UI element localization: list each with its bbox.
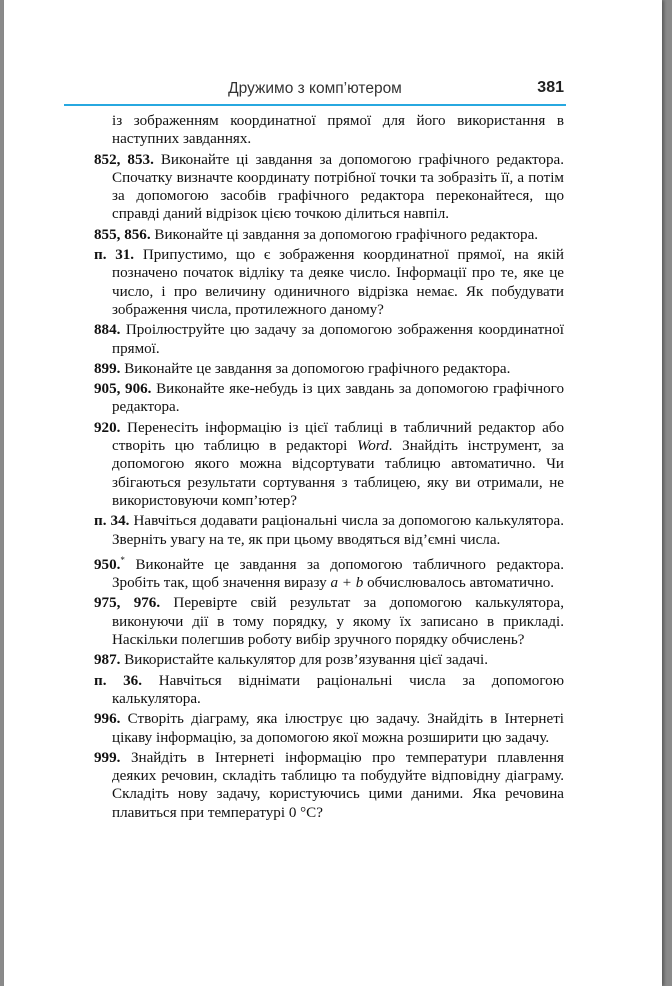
task-item-855-856 bbox=[94, 226, 564, 244]
task-ref: 899. bbox=[94, 360, 121, 377]
task-item-p34 bbox=[94, 512, 564, 549]
task-text: Виконайте ці завдання за допомогою графічного редактора. bbox=[154, 226, 539, 243]
task-ref: 855, 856. bbox=[94, 226, 151, 243]
task-text: . Знайдіть інструмент, за допомогою якого можна відсортувати таблицю автоматично. Чи збігаються результати сортування з таблицею, яку ви отримали, не використовуючи комп’ютер? bbox=[112, 438, 564, 509]
book-page bbox=[4, 0, 662, 986]
task-ref: 920. bbox=[94, 419, 121, 436]
task-text: Перенесіть інформацію із цієї таблиці в табличний редактор або створіть цю таблицю в редакторі bbox=[112, 419, 564, 455]
task-text: Виконайте яке-небудь із цих завдань за допомогою графічного редактора. bbox=[112, 381, 565, 416]
task-ref: 852, 853. bbox=[94, 151, 154, 168]
task-ref: п. 36. bbox=[94, 672, 143, 689]
task-ref: 884. bbox=[94, 322, 121, 339]
page-number: 381 bbox=[537, 79, 564, 96]
task-text: Виконайте це завдання за допомогою графічного редактора. bbox=[124, 360, 511, 377]
task-ref: 950. bbox=[94, 556, 121, 573]
task-ref: 975, 976. bbox=[94, 595, 161, 612]
running-title: Дружимо з комп’ютером bbox=[228, 80, 402, 97]
task-text: Створіть діаграму, яка ілюструє цю задачу. Знайдіть в Інтернеті цікаву інформацію, за допомогою якої можна розширити цю задачу. bbox=[112, 711, 564, 746]
paragraph-text: із зображенням координатної прямої для його використання в наступних завданнях. bbox=[112, 113, 564, 148]
task-ref: 996. bbox=[94, 711, 121, 728]
task-item-999 bbox=[94, 749, 564, 822]
task-ref: п. 34. bbox=[94, 513, 130, 530]
task-ref: 905, 906. bbox=[94, 381, 152, 398]
task-text: Перевірте свій результат за допомогою калькулятора, виконуючи дії в тому порядку, у якому їх записано в прикладі. Наскільки полегшив роботу вибір зручного порядку обчислень? bbox=[112, 595, 565, 649]
task-text: Виконайте це завдання за допомогою табличного редактора. Зробіть так, щоб значення виразу bbox=[112, 556, 564, 592]
page-content bbox=[94, 112, 564, 824]
page-header bbox=[64, 78, 566, 106]
task-ref: 987. bbox=[94, 652, 121, 669]
task-ref: 999. bbox=[94, 749, 121, 766]
task-text: Виконайте ці завдання за допомогою графічного редактора. Спочатку визначте координату потрібної точки та зобразіть її, а потім за допомогою засобів графічного редактора переконайтеся, що справді даний відрізок цією точкою ділиться навпіл. bbox=[112, 151, 564, 223]
difficulty-mark: * bbox=[120, 554, 125, 565]
task-text: Використайте калькулятор для розв’язування цієї задачі. bbox=[124, 652, 488, 669]
math-expression: a + b bbox=[330, 575, 364, 592]
task-item-950 bbox=[94, 551, 564, 593]
task-item-920 bbox=[94, 419, 564, 510]
software-name: Word bbox=[357, 438, 389, 455]
task-text: Навчіться віднімати раціональні числа за допомогою калькулятора. bbox=[112, 672, 564, 707]
task-item-905-906 bbox=[94, 380, 564, 417]
paragraph-continuation bbox=[94, 112, 564, 149]
task-item-p36 bbox=[94, 672, 564, 709]
task-item-987 bbox=[94, 651, 564, 669]
task-item-899 bbox=[94, 360, 564, 378]
task-item-996 bbox=[94, 710, 564, 747]
task-text: Знайдіть в Інтернеті інформацію про температури плавлення деяких речовин, складіть таблицю та побудуйте відповідну діаграму. Складіть нову задачу, користуючись цими даними. Яка речовина плавиться при температурі 0 °С? bbox=[112, 749, 564, 821]
task-item-852-853 bbox=[94, 151, 564, 224]
task-text: Припустимо, що є зображення координатної прямої, на якій позначено початок відліку та деяке число. Інформації про те, яке це число, і про величину одиничного відрізка немає. Як побудувати зображення числа, протилежного даному? bbox=[112, 247, 564, 318]
task-text: обчислювалось автоматично. bbox=[367, 575, 555, 592]
task-item-884 bbox=[94, 321, 564, 358]
task-text: Навчіться додавати раціональні числа за допомогою калькулятора. Зверніть увагу на те, як при цьому вводяться від’ємні числа. bbox=[112, 513, 564, 548]
task-ref: п. 31. bbox=[94, 247, 135, 264]
task-item-975-976 bbox=[94, 594, 564, 649]
task-text: Проілюструйте цю задачу за допомогою зображення координатної прямої. bbox=[112, 322, 564, 357]
task-item-p31 bbox=[94, 246, 564, 319]
